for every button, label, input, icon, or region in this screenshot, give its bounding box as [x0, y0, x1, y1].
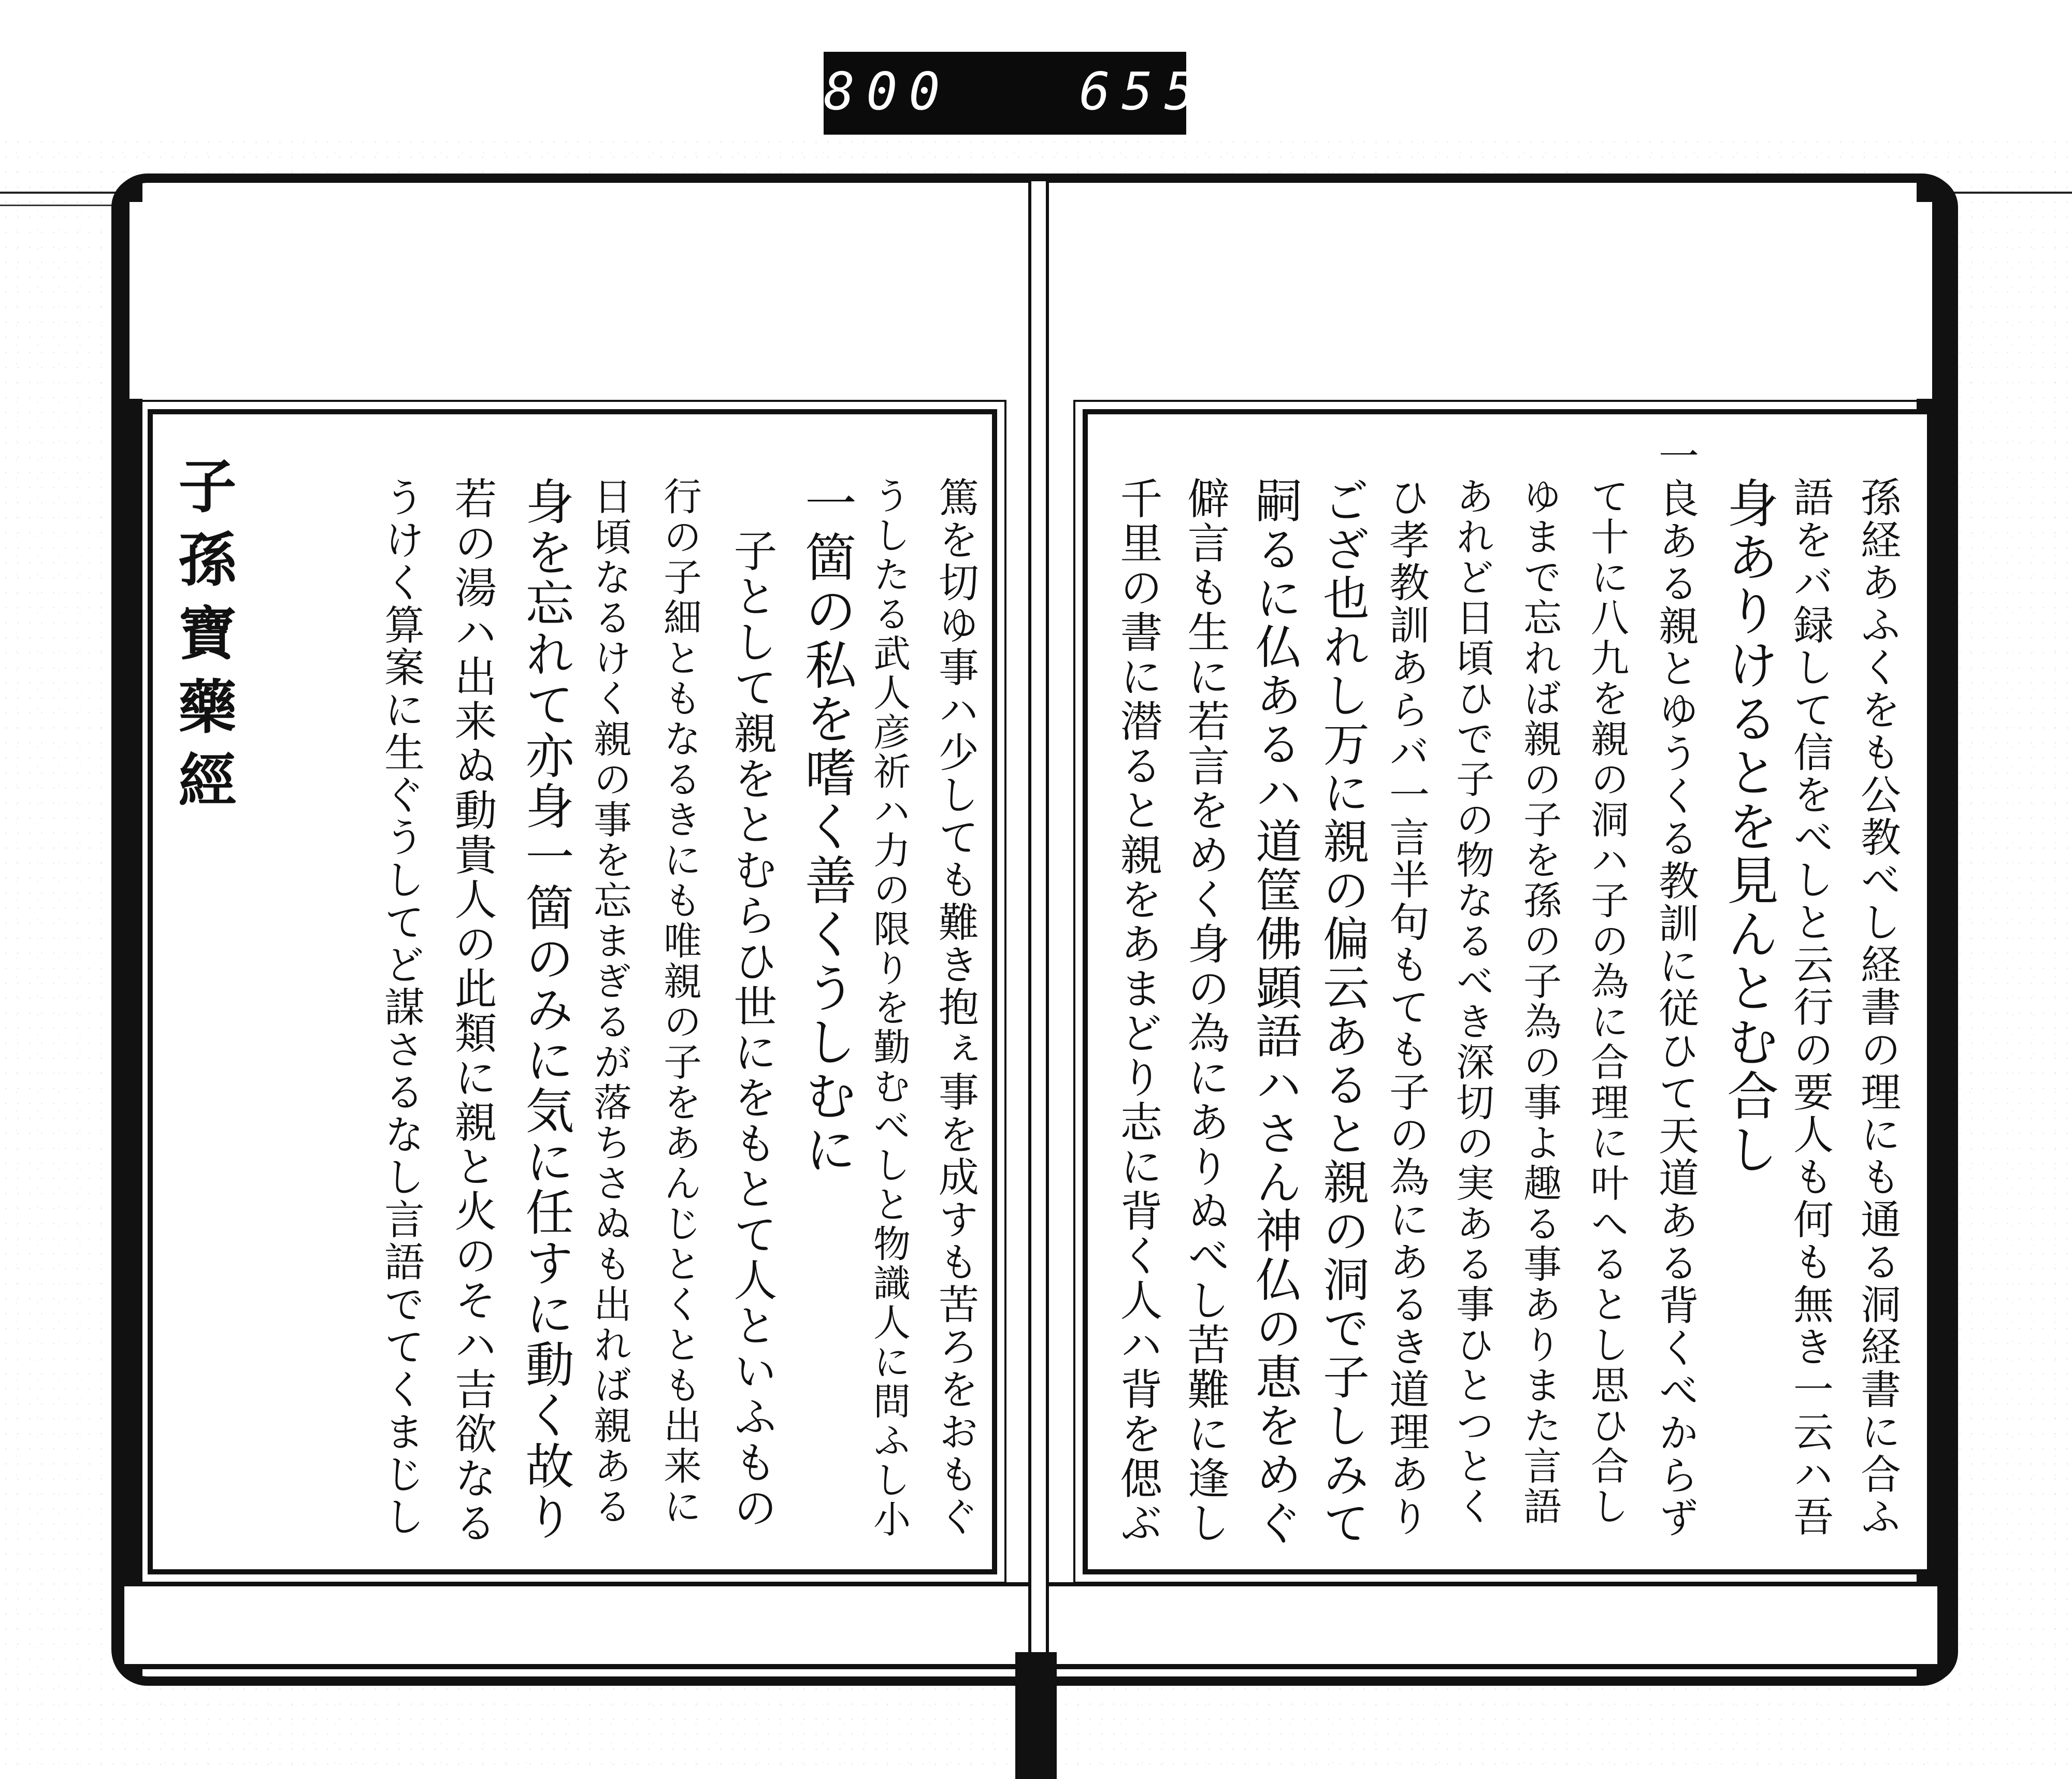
left-col-7: 身を忘れて亦身一箇のみに気に任すに動く故り: [517, 476, 573, 1542]
right-col-2: 語をバ録して信をべしと云行の要人も何も無き一云ハ吾: [1787, 476, 1833, 1538]
right-col-10: 嗣るに仏あるハ道筐佛顕語ハさん神仏の恵をめぐ: [1247, 476, 1302, 1547]
left-col-8: 若の湯ハ出来ぬ動貴人の此類に親と火のそハ吉欲なる: [448, 476, 497, 1545]
scanner-rule-left: [0, 205, 130, 206]
book-spine: [1028, 181, 1049, 1776]
right-col-6: ゆまで忘れば親の子を孫の子為の事よ趣る事ありまた言語: [1517, 476, 1562, 1527]
left-col-6: 日頃なるけく親の事を忘まぎるが落ちさぬも出れば親ある: [587, 476, 632, 1527]
left-col-9: うけく算案に生ぐうしてど謀さるなし言語でてくまじし: [378, 476, 424, 1538]
left-col-2: うしたる武人彦祈ハ力の限りを勤むべしと物識人に問ふし小: [867, 476, 911, 1539]
left-col-3: 一箇の私を嗜く善くうしむに: [796, 476, 857, 1177]
left-col-5: 行の子細ともなるきにも唯親の子をあんじとくとも出来に: [657, 476, 702, 1527]
right-page: [1083, 409, 1932, 1574]
book-spine-foot: [1015, 1652, 1057, 1779]
right-col-3: 身ありけるとを見んとむ合し: [1718, 476, 1779, 1177]
right-col-4: 一良ある親とゆうくる教訓に従ひて天道ある背くべからず: [1652, 435, 1699, 1539]
left-page: [148, 409, 997, 1574]
right-col-12: 千里の書に潜ると親をあまどり志に背く人ハ背を偲ぶ: [1113, 476, 1162, 1545]
right-col-7: あれど日頃ひで子の物なるべき深切の実ある事ひとつとく: [1450, 476, 1494, 1527]
archive-label-text: 800 655.: [824, 61, 1250, 122]
right-col-11: 僻言も生に若言をめく身の為にありぬべし苦難に逢し: [1181, 476, 1230, 1545]
right-col-9: ござ也れし万に親の偏云あると親の洞で子しみて: [1315, 476, 1369, 1547]
right-col-8: ひ孝教訓あらバ一言半句もても子の為にあるき道理あり: [1383, 476, 1429, 1538]
right-col-1: 孫経あふくをも公教べし経書の理にも通る洞経書に合ふ: [1854, 476, 1901, 1538]
right-col-5: て十に八九を親の洞ハ子の為に合理に叶へるとし思ひ合し: [1585, 476, 1629, 1527]
left-col-4: 子として親をとむらひ世にをもとて人といふもの: [727, 528, 778, 1531]
left-page-title: 子孫寶藥經: [169, 456, 237, 823]
book-left-edge: [111, 176, 142, 1678]
left-col-1: 篤を切ゆ事ハ少しても難き抱ぇ事を成すも苦ろをおもぐ: [932, 476, 979, 1538]
archive-label: [824, 52, 1250, 135]
